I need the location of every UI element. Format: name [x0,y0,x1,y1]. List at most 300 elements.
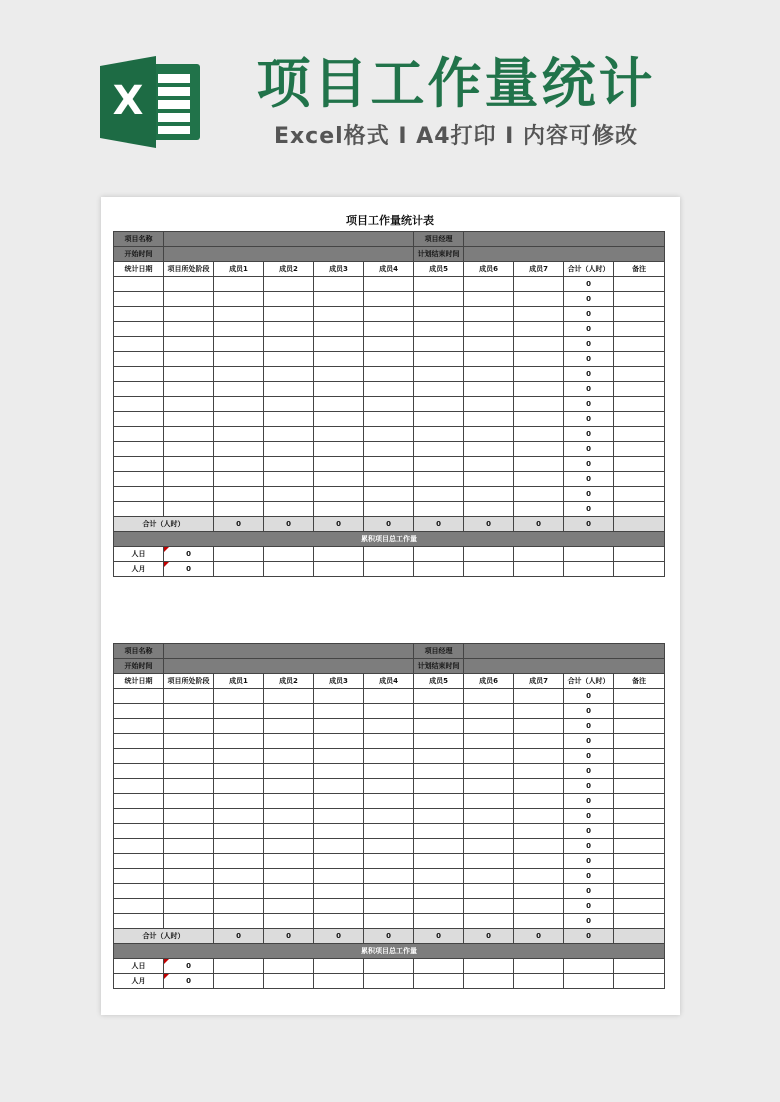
row-total-cell[interactable]: 0 [564,322,614,337]
total-value-cell[interactable]: 0 [514,517,564,532]
empty-cell[interactable] [464,547,514,562]
data-cell[interactable] [364,899,414,914]
empty-cell[interactable] [364,547,414,562]
data-cell[interactable] [214,869,264,884]
row-total-cell[interactable]: 0 [564,839,614,854]
empty-cell[interactable] [514,959,564,974]
data-cell[interactable] [164,779,214,794]
row-total-cell[interactable]: 0 [564,899,614,914]
data-cell[interactable] [264,704,314,719]
data-cell[interactable] [264,794,314,809]
empty-cell[interactable] [364,959,414,974]
data-cell[interactable] [364,352,414,367]
data-cell[interactable] [314,839,364,854]
data-cell[interactable] [414,824,464,839]
data-cell[interactable] [414,442,464,457]
data-cell[interactable] [214,839,264,854]
data-cell[interactable] [214,794,264,809]
row-total-cell[interactable]: 0 [564,352,614,367]
data-cell[interactable] [614,779,665,794]
row-total-cell[interactable]: 0 [564,472,614,487]
data-cell[interactable] [614,734,665,749]
data-cell[interactable] [264,869,314,884]
data-cell[interactable] [414,704,464,719]
data-cell[interactable] [314,779,364,794]
data-cell[interactable] [164,734,214,749]
data-cell[interactable] [114,824,164,839]
cumulative-label[interactable]: 累积项目总工作量 [114,944,665,959]
data-cell[interactable] [364,367,414,382]
row-total-cell[interactable]: 0 [564,382,614,397]
data-cell[interactable] [364,779,414,794]
data-cell[interactable] [364,719,414,734]
project-manager-label[interactable]: 项目经理 [414,644,464,659]
cumulative-label[interactable]: 累积项目总工作量 [114,532,665,547]
data-cell[interactable] [464,307,514,322]
data-cell[interactable] [614,794,665,809]
empty-cell[interactable] [414,974,464,989]
data-cell[interactable] [364,734,414,749]
column-header[interactable]: 项目所处阶段 [164,674,214,689]
unit-value-cell[interactable] [164,959,214,974]
data-cell[interactable] [464,442,514,457]
column-header[interactable]: 备注 [614,674,665,689]
data-cell[interactable] [314,367,364,382]
total-value-cell[interactable]: 0 [214,517,264,532]
column-header[interactable]: 合计（人时） [564,674,614,689]
data-cell[interactable] [514,427,564,442]
data-cell[interactable] [264,337,314,352]
data-cell[interactable] [164,794,214,809]
end-time-label[interactable]: 计划结束时间 [414,247,464,262]
column-header[interactable]: 项目所处阶段 [164,262,214,277]
project-manager-label[interactable]: 项目经理 [414,232,464,247]
data-cell[interactable] [164,307,214,322]
data-cell[interactable] [364,442,414,457]
data-cell[interactable] [214,854,264,869]
data-cell[interactable] [264,719,314,734]
data-cell[interactable] [414,809,464,824]
empty-cell[interactable] [214,547,264,562]
data-cell[interactable] [164,824,214,839]
comment-marker-icon[interactable] [164,562,169,567]
data-cell[interactable] [414,502,464,517]
empty-cell[interactable] [514,562,564,577]
row-total-cell[interactable]: 0 [564,292,614,307]
data-cell[interactable] [214,689,264,704]
empty-cell[interactable] [314,959,364,974]
end-time-value[interactable] [464,659,665,674]
data-cell[interactable] [214,487,264,502]
data-cell[interactable] [614,472,665,487]
data-cell[interactable] [414,487,464,502]
data-cell[interactable] [264,277,314,292]
empty-cell[interactable] [464,959,514,974]
data-cell[interactable] [114,352,164,367]
data-cell[interactable] [364,704,414,719]
data-cell[interactable] [414,397,464,412]
data-cell[interactable] [264,442,314,457]
data-cell[interactable] [214,899,264,914]
data-cell[interactable] [264,779,314,794]
data-cell[interactable] [214,502,264,517]
data-cell[interactable] [214,412,264,427]
data-cell[interactable] [464,899,514,914]
empty-cell[interactable] [364,974,414,989]
data-cell[interactable] [164,442,214,457]
data-cell[interactable] [314,502,364,517]
data-cell[interactable] [614,322,665,337]
data-cell[interactable] [414,382,464,397]
data-cell[interactable] [464,824,514,839]
data-cell[interactable] [264,749,314,764]
start-time-value[interactable] [164,247,414,262]
data-cell[interactable] [164,397,214,412]
data-cell[interactable] [514,689,564,704]
data-cell[interactable] [114,689,164,704]
row-total-cell[interactable]: 0 [564,704,614,719]
data-cell[interactable] [514,442,564,457]
data-cell[interactable] [264,352,314,367]
unit-label[interactable]: 人日 [114,547,164,562]
empty-cell[interactable] [414,547,464,562]
data-cell[interactable] [364,914,414,929]
data-cell[interactable] [314,749,364,764]
data-cell[interactable] [464,427,514,442]
empty-cell[interactable] [264,974,314,989]
total-note-cell[interactable] [614,517,665,532]
data-cell[interactable] [164,427,214,442]
data-cell[interactable] [364,839,414,854]
data-cell[interactable] [114,322,164,337]
data-cell[interactable] [214,704,264,719]
data-cell[interactable] [464,779,514,794]
data-cell[interactable] [214,764,264,779]
row-total-cell[interactable]: 0 [564,689,614,704]
data-cell[interactable] [214,397,264,412]
row-total-cell[interactable]: 0 [564,854,614,869]
data-cell[interactable] [614,704,665,719]
data-cell[interactable] [364,794,414,809]
empty-cell[interactable] [264,562,314,577]
unit-label[interactable]: 人日 [114,959,164,974]
row-total-cell[interactable]: 0 [564,734,614,749]
data-cell[interactable] [364,884,414,899]
data-cell[interactable] [414,734,464,749]
data-cell[interactable] [164,809,214,824]
column-header[interactable]: 成员4 [364,674,414,689]
project-name-label[interactable]: 项目名称 [114,232,164,247]
data-cell[interactable] [314,734,364,749]
data-cell[interactable] [164,839,214,854]
data-cell[interactable] [314,322,364,337]
data-cell[interactable] [464,704,514,719]
data-cell[interactable] [364,749,414,764]
data-cell[interactable] [514,794,564,809]
end-time-label[interactable]: 计划结束时间 [414,659,464,674]
data-cell[interactable] [414,367,464,382]
data-cell[interactable] [364,337,414,352]
data-cell[interactable] [414,277,464,292]
row-total-cell[interactable]: 0 [564,764,614,779]
data-cell[interactable] [314,719,364,734]
empty-cell[interactable] [364,562,414,577]
data-cell[interactable] [414,749,464,764]
row-total-cell[interactable]: 0 [564,412,614,427]
data-cell[interactable] [614,397,665,412]
total-note-cell[interactable] [614,929,665,944]
row-total-cell[interactable]: 0 [564,427,614,442]
data-cell[interactable] [164,854,214,869]
data-cell[interactable] [514,764,564,779]
data-cell[interactable] [514,899,564,914]
empty-cell[interactable] [464,562,514,577]
data-cell[interactable] [114,869,164,884]
data-cell[interactable] [614,839,665,854]
data-cell[interactable] [264,292,314,307]
empty-cell[interactable] [564,562,614,577]
project-name-label[interactable]: 项目名称 [114,644,164,659]
data-cell[interactable] [464,854,514,869]
data-cell[interactable] [614,719,665,734]
data-cell[interactable] [314,277,364,292]
data-cell[interactable] [514,749,564,764]
end-time-value[interactable] [464,247,665,262]
data-cell[interactable] [264,809,314,824]
data-cell[interactable] [114,397,164,412]
empty-cell[interactable] [214,959,264,974]
data-cell[interactable] [214,457,264,472]
empty-cell[interactable] [464,974,514,989]
data-cell[interactable] [114,779,164,794]
data-cell[interactable] [464,382,514,397]
comment-marker-icon[interactable] [164,974,169,979]
row-total-cell[interactable]: 0 [564,779,614,794]
data-cell[interactable] [164,337,214,352]
data-cell[interactable] [514,457,564,472]
data-cell[interactable] [414,719,464,734]
data-cell[interactable] [514,914,564,929]
data-cell[interactable] [214,914,264,929]
data-cell[interactable] [114,382,164,397]
data-cell[interactable] [264,689,314,704]
data-cell[interactable] [264,367,314,382]
data-cell[interactable] [614,457,665,472]
data-cell[interactable] [464,719,514,734]
data-cell[interactable] [114,442,164,457]
data-cell[interactable] [514,734,564,749]
data-cell[interactable] [114,734,164,749]
data-cell[interactable] [314,704,364,719]
data-cell[interactable] [414,854,464,869]
data-cell[interactable] [514,809,564,824]
data-cell[interactable] [214,442,264,457]
data-cell[interactable] [214,809,264,824]
data-cell[interactable] [464,914,514,929]
total-label[interactable]: 合计（人时） [114,517,214,532]
data-cell[interactable] [464,869,514,884]
column-header[interactable]: 成员5 [414,262,464,277]
row-total-cell[interactable]: 0 [564,719,614,734]
data-cell[interactable] [414,292,464,307]
row-total-cell[interactable]: 0 [564,914,614,929]
data-cell[interactable] [614,427,665,442]
empty-cell[interactable] [514,974,564,989]
data-cell[interactable] [464,352,514,367]
data-cell[interactable] [264,412,314,427]
data-cell[interactable] [114,704,164,719]
data-cell[interactable] [364,322,414,337]
data-cell[interactable] [264,307,314,322]
data-cell[interactable] [214,779,264,794]
total-value-cell[interactable]: 0 [464,929,514,944]
data-cell[interactable] [514,824,564,839]
data-cell[interactable] [114,899,164,914]
start-time-label[interactable]: 开始时间 [114,659,164,674]
data-cell[interactable] [264,764,314,779]
unit-label[interactable]: 人月 [114,974,164,989]
data-cell[interactable] [214,307,264,322]
data-cell[interactable] [414,914,464,929]
data-cell[interactable] [314,869,364,884]
data-cell[interactable] [314,442,364,457]
start-time-value[interactable] [164,659,414,674]
empty-cell[interactable] [214,974,264,989]
data-cell[interactable] [114,472,164,487]
data-cell[interactable] [414,457,464,472]
data-cell[interactable] [514,322,564,337]
data-cell[interactable] [464,412,514,427]
data-cell[interactable] [164,322,214,337]
data-cell[interactable] [114,719,164,734]
data-cell[interactable] [214,884,264,899]
total-value-cell[interactable]: 0 [364,929,414,944]
data-cell[interactable] [614,749,665,764]
data-cell[interactable] [514,277,564,292]
data-cell[interactable] [414,869,464,884]
column-header[interactable]: 成员3 [314,262,364,277]
data-cell[interactable] [114,307,164,322]
data-cell[interactable] [114,337,164,352]
data-cell[interactable] [614,382,665,397]
empty-cell[interactable] [314,562,364,577]
project-name-value[interactable] [164,644,414,659]
data-cell[interactable] [214,352,264,367]
row-total-cell[interactable]: 0 [564,824,614,839]
data-cell[interactable] [514,382,564,397]
data-cell[interactable] [414,352,464,367]
data-cell[interactable] [114,884,164,899]
column-header[interactable]: 统计日期 [114,674,164,689]
data-cell[interactable] [364,764,414,779]
empty-cell[interactable] [264,959,314,974]
total-label[interactable]: 合计（人时） [114,929,214,944]
row-total-cell[interactable]: 0 [564,884,614,899]
data-cell[interactable] [364,854,414,869]
data-cell[interactable] [364,809,414,824]
data-cell[interactable] [214,427,264,442]
data-cell[interactable] [164,914,214,929]
data-cell[interactable] [264,502,314,517]
data-cell[interactable] [114,914,164,929]
data-cell[interactable] [264,427,314,442]
data-cell[interactable] [114,277,164,292]
data-cell[interactable] [614,292,665,307]
data-cell[interactable] [114,839,164,854]
unit-value-cell[interactable] [164,562,214,577]
empty-cell[interactable] [614,562,665,577]
data-cell[interactable] [214,719,264,734]
empty-cell[interactable] [614,959,665,974]
data-cell[interactable] [364,689,414,704]
column-header[interactable]: 成员3 [314,674,364,689]
data-cell[interactable] [114,367,164,382]
row-total-cell[interactable]: 0 [564,749,614,764]
data-cell[interactable] [214,472,264,487]
data-cell[interactable] [464,367,514,382]
row-total-cell[interactable]: 0 [564,869,614,884]
data-cell[interactable] [514,502,564,517]
data-cell[interactable] [414,899,464,914]
data-cell[interactable] [214,734,264,749]
data-cell[interactable] [614,277,665,292]
data-cell[interactable] [314,412,364,427]
data-cell[interactable] [514,884,564,899]
start-time-label[interactable]: 开始时间 [114,247,164,262]
data-cell[interactable] [164,502,214,517]
comment-marker-icon[interactable] [164,959,169,964]
data-cell[interactable] [464,689,514,704]
data-cell[interactable] [464,502,514,517]
unit-label[interactable]: 人月 [114,562,164,577]
data-cell[interactable] [614,914,665,929]
data-cell[interactable] [264,472,314,487]
data-cell[interactable] [614,809,665,824]
project-name-value[interactable] [164,232,414,247]
data-cell[interactable] [364,292,414,307]
data-cell[interactable] [264,734,314,749]
data-cell[interactable] [464,764,514,779]
data-cell[interactable] [314,352,364,367]
data-cell[interactable] [114,487,164,502]
data-cell[interactable] [214,367,264,382]
data-cell[interactable] [164,292,214,307]
data-cell[interactable] [514,352,564,367]
data-cell[interactable] [364,502,414,517]
data-cell[interactable] [464,794,514,809]
empty-cell[interactable] [514,547,564,562]
data-cell[interactable] [114,854,164,869]
data-cell[interactable] [464,292,514,307]
data-cell[interactable] [164,869,214,884]
data-cell[interactable] [314,292,364,307]
column-header[interactable]: 成员1 [214,262,264,277]
column-header[interactable]: 成员5 [414,674,464,689]
data-cell[interactable] [214,277,264,292]
row-total-cell[interactable]: 0 [564,277,614,292]
data-cell[interactable] [164,704,214,719]
data-cell[interactable] [464,457,514,472]
data-cell[interactable] [364,427,414,442]
data-cell[interactable] [264,854,314,869]
data-cell[interactable] [614,869,665,884]
data-cell[interactable] [264,914,314,929]
data-cell[interactable] [164,412,214,427]
data-cell[interactable] [514,307,564,322]
data-cell[interactable] [514,779,564,794]
column-header[interactable]: 统计日期 [114,262,164,277]
data-cell[interactable] [314,914,364,929]
